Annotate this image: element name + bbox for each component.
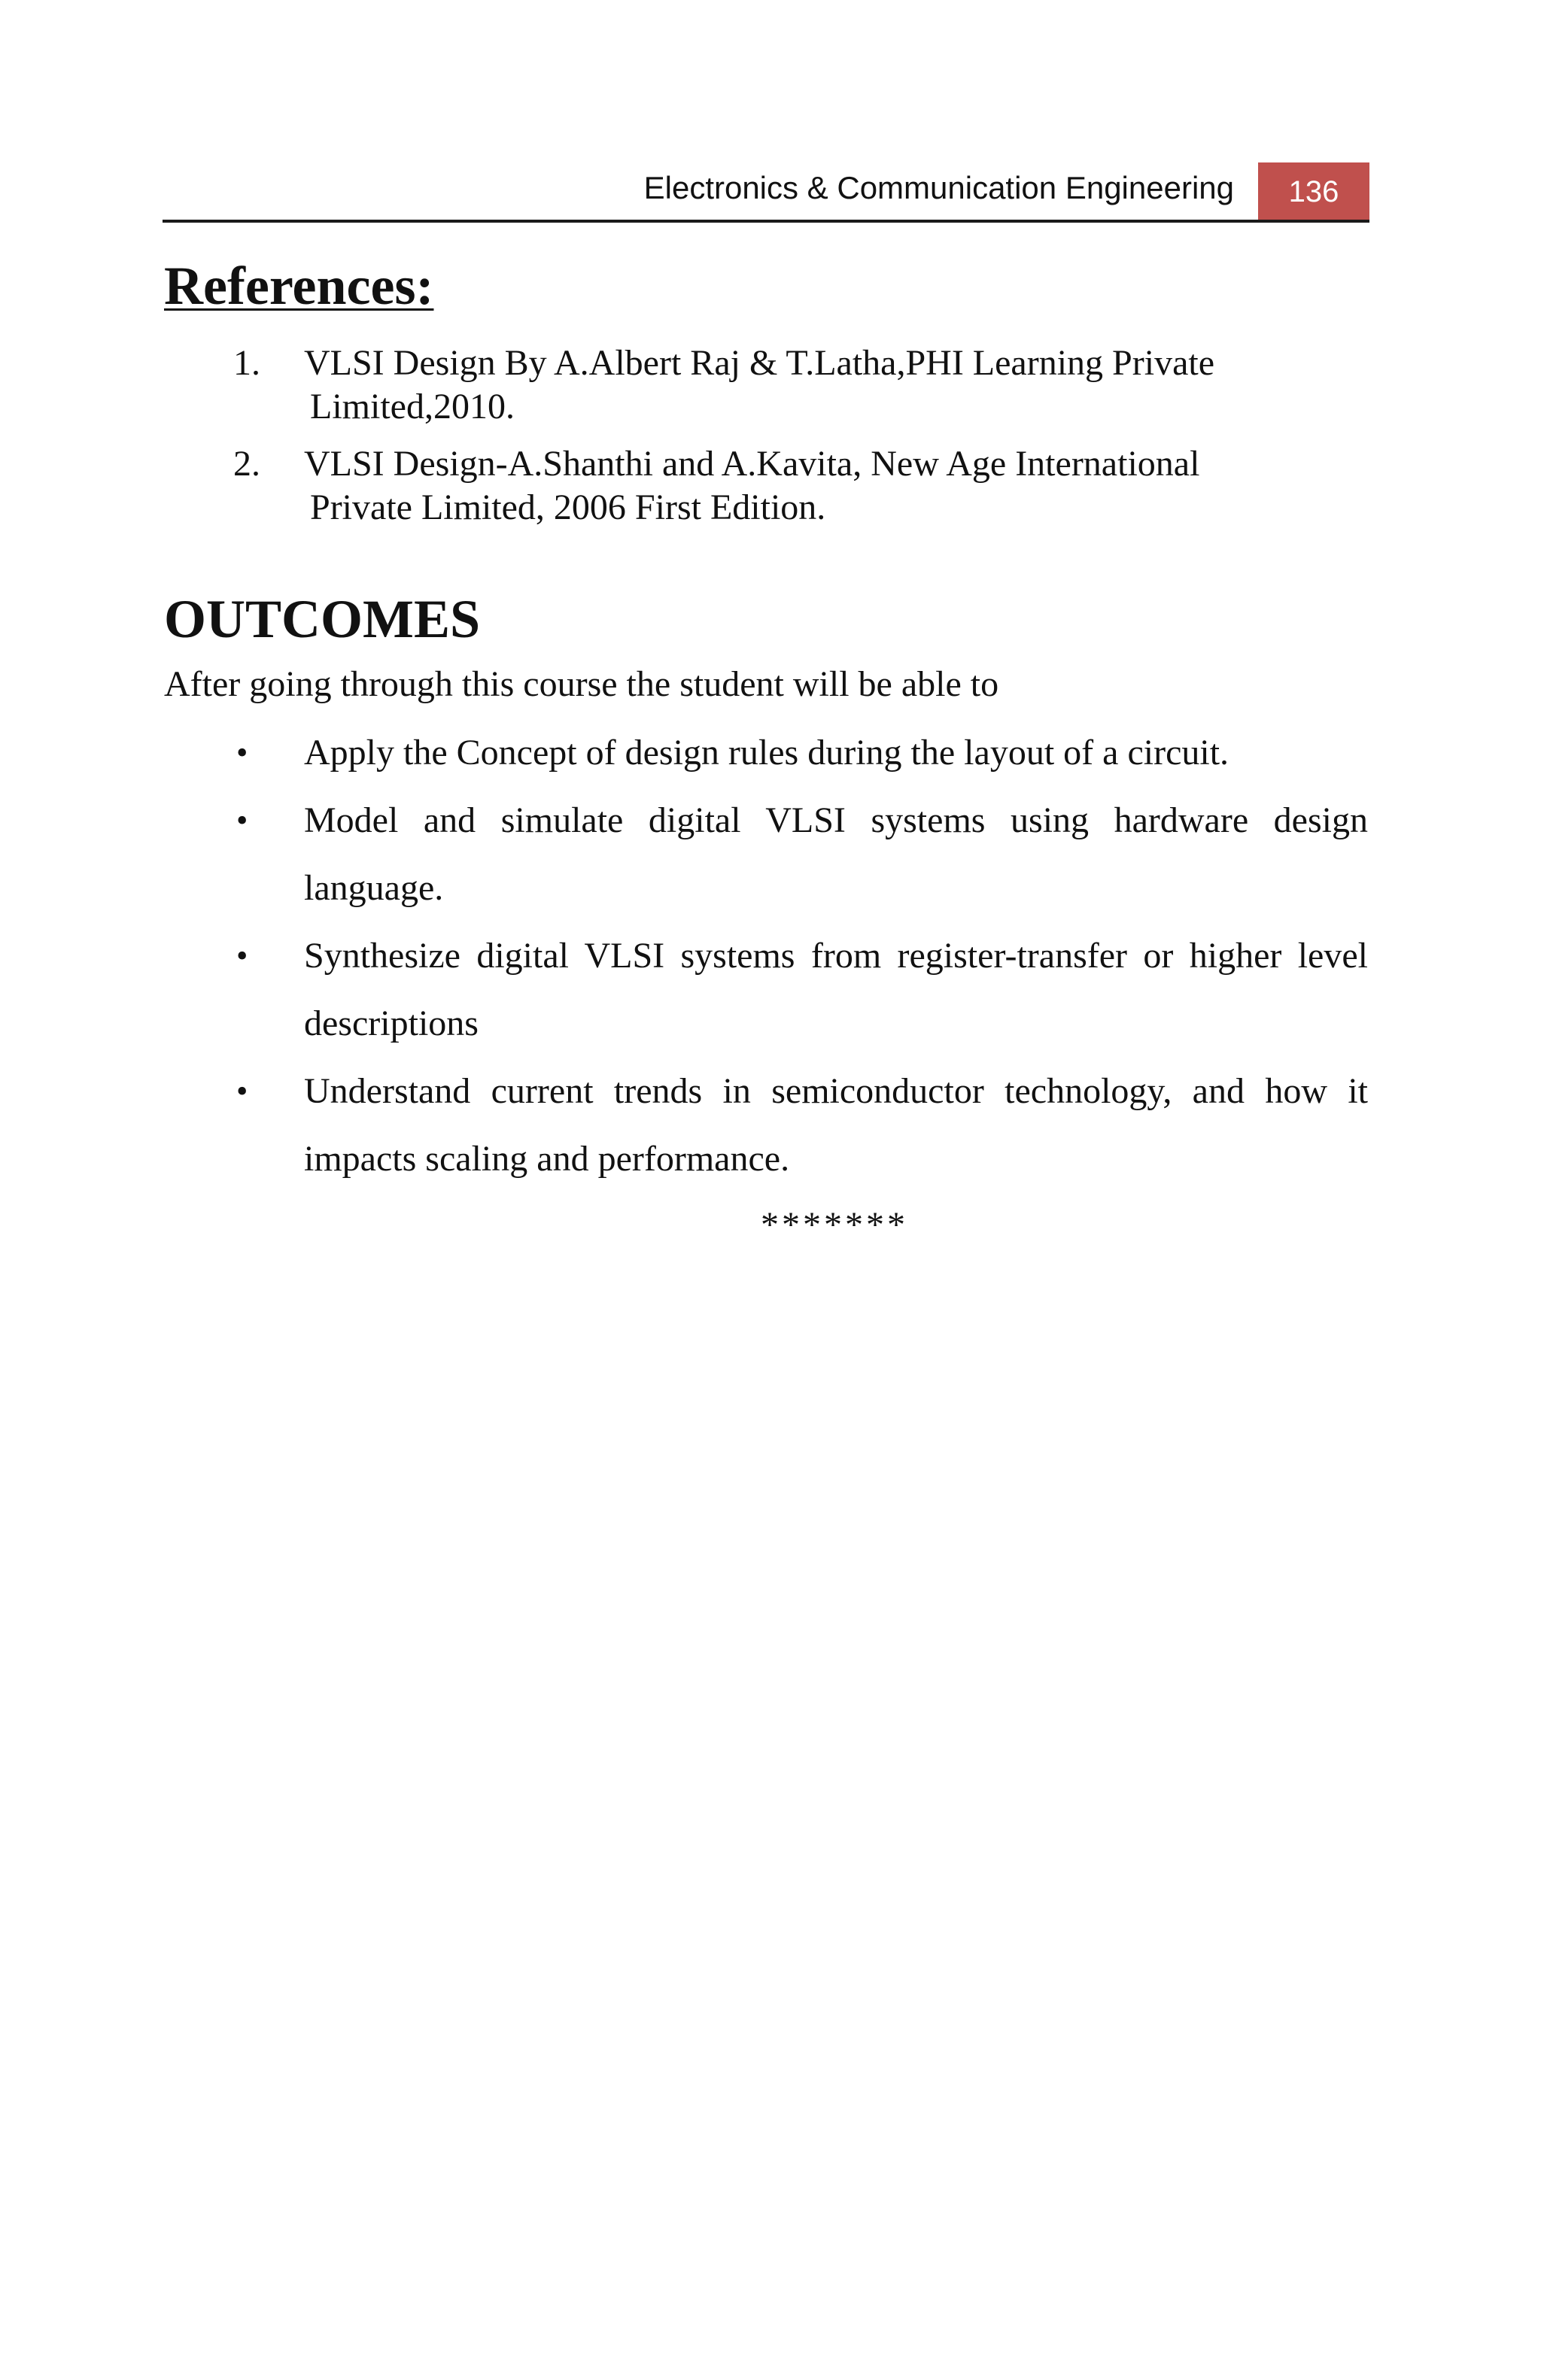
outcomes-list [164,719,1368,1193]
bullet-icon: • [236,802,248,839]
outcomes-heading: OUTCOMES [164,589,481,649]
reference-number: 2. [233,444,260,484]
outcome-text: Apply the Concept of design rules during the layout of a circuit. [304,733,1229,773]
page-header [163,162,1369,223]
outcome-text: Model and simulate digital VLSI systems using hardware design language. [304,800,1368,908]
reference-text-line: VLSI Design By A.Albert Raj & T.Latha,PHI Learning Private [304,343,1215,383]
end-of-section-mark: ******* [761,1205,908,1245]
reference-item [164,342,1368,429]
references-list [164,342,1368,530]
header-title: Electronics & Communication Engineering [643,170,1234,205]
outcome-text: Synthesize digital VLSI systems from register-transfer or higher level descriptions [304,936,1368,1043]
references-heading: References: [164,256,434,316]
outcome-item [164,719,1368,787]
reference-text-line: Limited,2010. [310,387,515,427]
outcome-text: Understand current trends in semiconductor technology, and how it impacts scaling and performance. [304,1071,1368,1179]
bullet-icon: • [236,937,248,974]
outcomes-intro: After going through this course the student will be able to [164,664,999,704]
outcome-item [164,922,1368,1058]
bullet-icon: • [236,734,248,771]
page-content [164,256,1368,1250]
reference-text-line: VLSI Design-A.Shanthi and A.Kavita, New Age International [304,444,1200,484]
outcome-item [164,787,1368,922]
reference-number: 1. [233,343,260,383]
reference-text-line: Private Limited, 2006 First Edition. [310,487,826,527]
page-number: 136 [1258,162,1369,220]
bullet-icon: • [236,1073,248,1110]
reference-item [164,442,1368,530]
outcome-item [164,1058,1368,1193]
